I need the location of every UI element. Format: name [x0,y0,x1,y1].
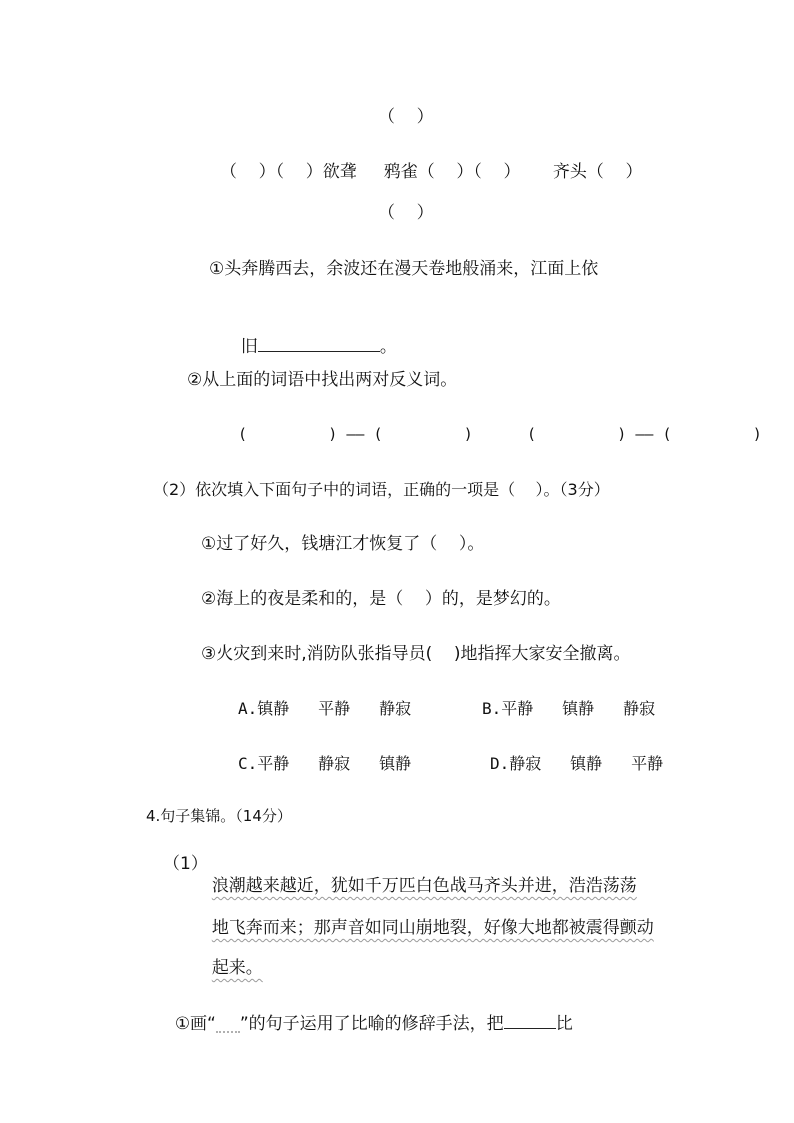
sentence-2: ②海上的夜是柔和的，是（ ）的，是梦幻的。 [201,589,561,609]
wavy-sentence-3: 起来。 [211,958,263,978]
question-line [164,990,573,1035]
question-prefix: ①画“ [174,1014,216,1034]
passage-label: （1） [163,854,208,874]
section-4-heading: 4.句子集锦。（14分） [146,807,292,825]
option-d: D.静寂 镇静 平静 [490,754,664,773]
answer-blank-2 [504,1012,556,1029]
item1-line2 [230,313,397,358]
passage-line-1 [201,853,637,897]
idiom-row: （ ）（ ）欲聋 鸦雀（ ）（ ） 齐头（ ） [220,162,643,182]
question-suffix: 比 [555,1014,573,1034]
sentence-1: ①过了好久，钱塘江才恢复了（ ）。 [201,534,485,554]
item1-prefix: 旧 [240,337,258,357]
answer-blank [258,335,380,352]
question-2-stem: （2）依次填入下面句子中的词语，正确的一项是（ ）。（3分） [153,480,610,499]
top-paren: （ ） [378,107,434,127]
wavy-sentence-2: 地飞奔而来；那声音如同山崩地裂，好像大地都被震得颤动 [211,918,654,938]
wavy-sentence-1: 浪潮越来越近，犹如千万匹白色战马齐头并进，浩浩荡荡 [211,876,637,896]
option-a: A.镇静 平静 静寂 [238,699,412,718]
bottom-paren: （ ） [378,203,434,223]
option-b: B.平静 镇静 静寂 [482,699,656,718]
item1-period: 。 [379,337,397,357]
passage-line-3 [201,935,263,979]
item2: ②从上面的词语中找出两对反义词。 [187,370,458,390]
sentence-3: ③火灾到来时,消防队张指导员( )地指挥大家安全撤离。 [201,644,631,664]
antonym-row: ( ) —— ( ) ( ) —— ( ) [238,425,762,443]
question-middle: ”的句子运用了比喻的修辞手法，把 [239,1014,504,1034]
wavy-symbol [216,1021,240,1033]
item1-line1: ①头奔腾西去，余波还在漫天卷地般涌来，江面上依 [209,259,599,279]
passage-line-2 [201,895,654,939]
option-c: C.平静 静寂 镇静 [238,754,412,773]
